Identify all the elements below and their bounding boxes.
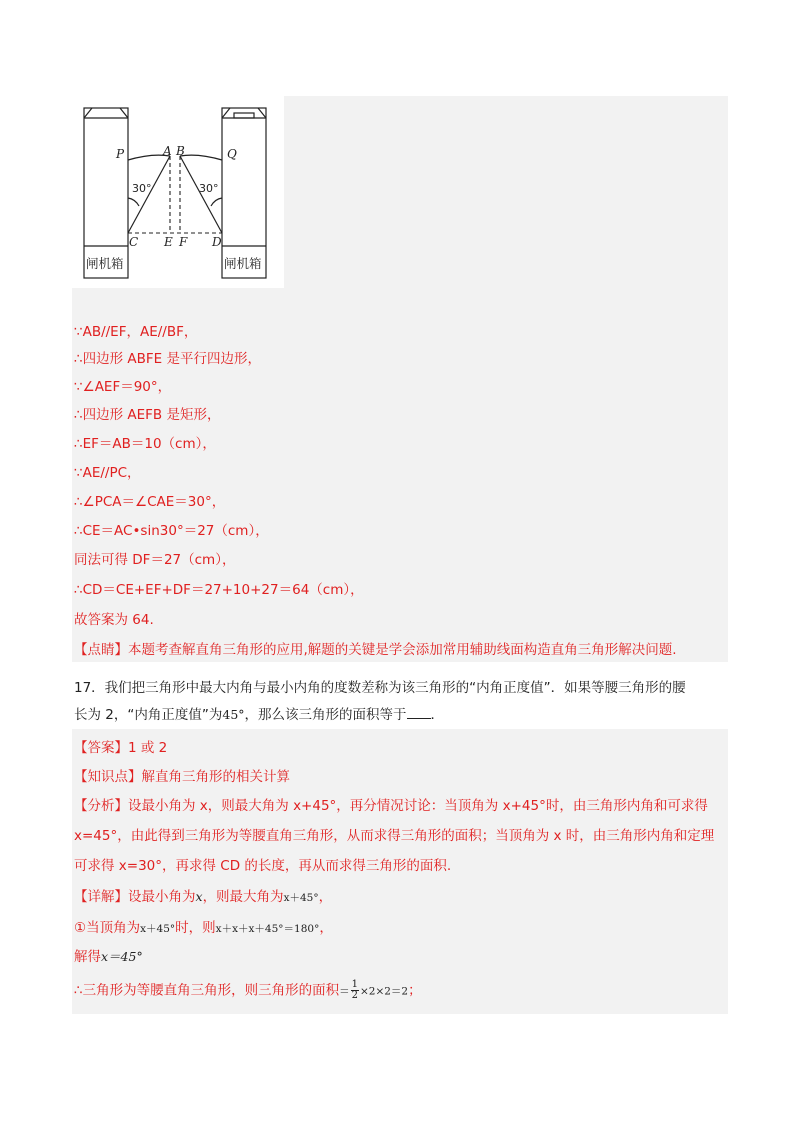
analysis-line: x=45°，由此得到三角形为等腰直角三角形，从而求得三角形的面积；当顶角为 x 时，由三角形内角和定理 <box>74 828 715 844</box>
detail-text: ，则最大角为 <box>202 889 284 905</box>
solution-line: 故答案为 64. <box>74 612 154 628</box>
question-17-text: ． <box>430 707 445 723</box>
label-angle-right: 30° <box>199 182 219 195</box>
question-17-line1: 17．我们把三角形中最大内角与最小内角的度数差称为该三角形的“内角正度值”．如果等腰三角形的腰 <box>74 680 686 696</box>
solution-line: ∴CD＝CE+EF+DF＝27+10+27＝64（cm）， <box>74 582 364 598</box>
question-17-line2 <box>74 705 444 725</box>
label-box-right: 闸机箱 <box>224 256 262 271</box>
detail-math: x＝45° <box>101 949 143 964</box>
detail-text: ①当顶角为 <box>74 920 141 936</box>
solution-line: ∴EF＝AB＝10（cm）， <box>74 436 216 452</box>
detail-text: ； <box>408 982 422 999</box>
question-17-math: 45° <box>222 707 245 722</box>
detail-text: 解得 <box>74 949 101 965</box>
solution-line: ∵AE//PC， <box>74 465 141 481</box>
point-review: 【点睛】本题考查解直角三角形的应用,解题的关键是学会添加常用辅助线面构造直角三角形解决问题. <box>74 642 677 658</box>
label-Q: Q <box>227 147 237 161</box>
label-B: B <box>176 144 185 158</box>
analysis-line: 可求得 x=30°，再求得 CD 的长度，再从而求得三角形的面积. <box>74 858 452 874</box>
label-P: P <box>116 147 125 161</box>
label-box-left: 闸机箱 <box>86 256 124 271</box>
analysis-line: 【分析】设最小角为 x，则最大角为 x+45°，再分情况讨论：当顶角为 x+45°时，由三角形内角和可求得 <box>74 798 708 814</box>
detail-line-4 <box>74 980 422 1002</box>
detail-math: x＋45° <box>140 923 176 935</box>
answer-label: 【答案】1 或 2 <box>74 740 168 756</box>
label-F: F <box>179 235 188 249</box>
detail-line-3 <box>74 947 143 967</box>
detail-math: x <box>195 889 203 904</box>
gate-diagram-svg <box>72 96 284 288</box>
detail-math: ×2×2＝2 <box>359 985 409 998</box>
question-17-text: 长为 2，“内角正度值”为 <box>74 707 223 723</box>
detail-line-1 <box>74 887 332 908</box>
answer-blank <box>407 705 431 719</box>
detail-text: ， <box>318 889 333 905</box>
detail-text: ， <box>319 920 333 936</box>
fraction-denominator: 2 <box>351 990 358 1001</box>
detail-text: 时，则 <box>175 920 216 936</box>
label-angle-left: 30° <box>132 182 152 195</box>
question-17-text: ，那么该三角形的面积等于 <box>244 707 407 723</box>
solution-line: ∵∠AEF＝90°， <box>74 379 172 395</box>
solution-line: ∴∠PCA＝∠CAE＝30°， <box>74 494 226 510</box>
fraction-one-half <box>351 980 359 1001</box>
solution-line: ∴四边形 AEFB 是矩形， <box>74 407 221 423</box>
label-A: A <box>163 144 172 158</box>
solution-line: ∵AB//EF，AE//BF， <box>74 324 198 340</box>
detail-text: ∴三角形为等腰直角三角形，则三角形的面积 <box>74 982 340 999</box>
label-E: E <box>164 235 173 249</box>
gate-diagram <box>72 96 284 288</box>
detail-math: x＋x＋x＋45°＝180° <box>215 923 320 935</box>
knowledge-point: 【知识点】解直角三角形的相关计算 <box>74 769 290 785</box>
solution-line: ∴CE＝AC•sin30°＝27（cm）， <box>74 523 269 539</box>
fraction-numerator: 1 <box>351 979 358 990</box>
detail-text: 【详解】设最小角为 <box>74 889 196 905</box>
label-D: D <box>212 235 222 249</box>
detail-line-2 <box>74 918 333 939</box>
detail-math: ＝ <box>339 985 350 998</box>
detail-math: x＋45° <box>283 892 319 904</box>
label-C: C <box>129 235 139 249</box>
solution-line: ∴四边形 ABFE 是平行四边形， <box>74 351 261 367</box>
solution-line: 同法可得 DF＝27（cm）， <box>74 552 236 568</box>
